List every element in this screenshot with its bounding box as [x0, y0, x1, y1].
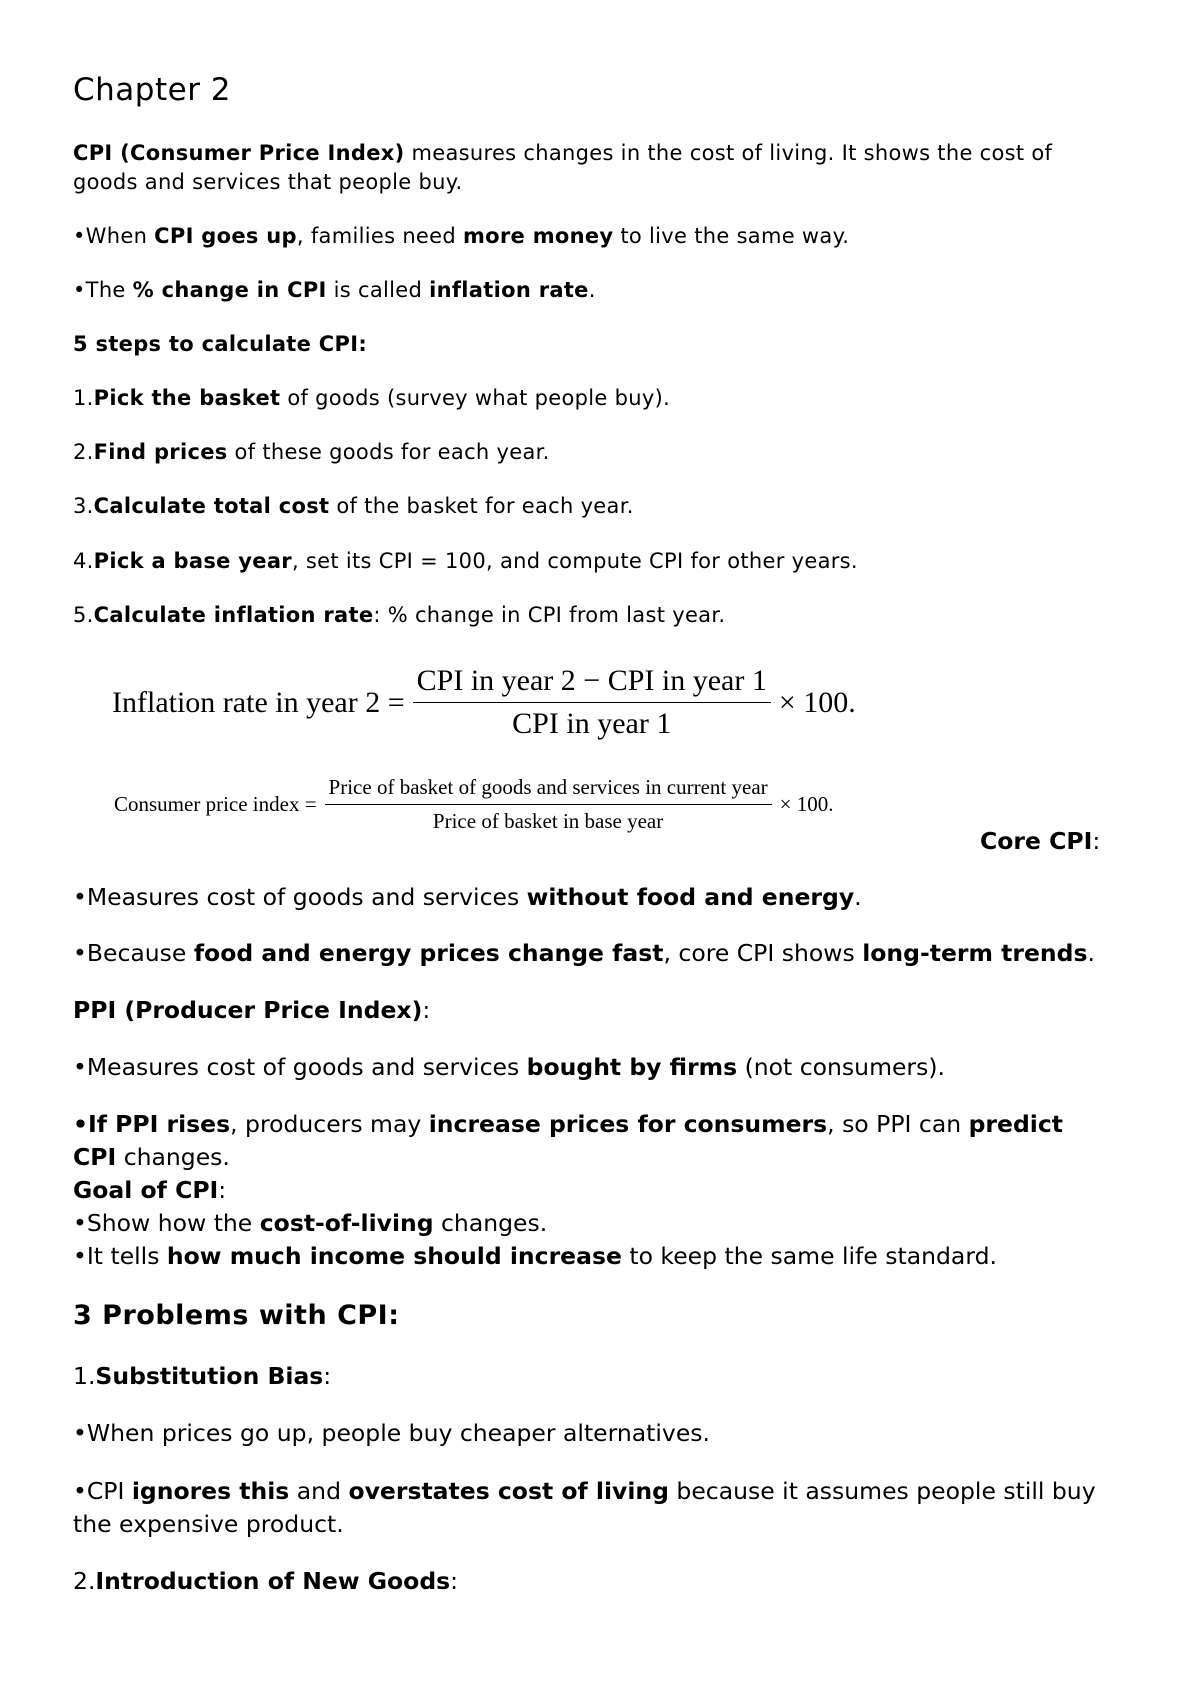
- bullet-text: , so PPI can: [827, 1110, 969, 1138]
- bullet-text: •Because: [73, 939, 194, 967]
- ppi-heading-text: PPI (Producer Price Index): [73, 996, 423, 1024]
- bullet-text: , core CPI shows: [663, 939, 863, 967]
- bullet-bold: more money: [462, 224, 614, 248]
- step-item: [73, 603, 725, 627]
- step-item: [73, 386, 670, 410]
- problem-title: Introduction of New Goods: [95, 1567, 451, 1595]
- bullet-text: is called: [326, 278, 430, 302]
- bullet-text: .: [854, 883, 862, 911]
- step-rest: of these goods for each year.: [227, 440, 550, 464]
- intro-text: measures changes in the cost of living. It shows the cost of: [404, 141, 1053, 165]
- step-rest: of goods (survey what people buy).: [280, 386, 671, 410]
- bullet-text: to keep the same life standard.: [621, 1242, 997, 1270]
- formula1-denominator: CPI in year 1: [512, 707, 672, 740]
- step-rest: of the basket for each year.: [329, 494, 634, 518]
- colon: :: [1092, 827, 1101, 855]
- bullet-cpi-up: [73, 224, 849, 248]
- core-cpi-heading: [980, 827, 1100, 855]
- formula1-fraction: [413, 664, 771, 741]
- formula2-lhs: Consumer price index =: [114, 792, 317, 816]
- problem-1-bullet-2-cont: the expensive product.: [73, 1510, 344, 1538]
- step-rest: : % change in CPI from last year.: [373, 603, 726, 627]
- bullet-text: •Measures cost of goods and services: [73, 1053, 527, 1081]
- colon: :: [218, 1176, 227, 1204]
- intro-line-2: goods and services that people buy.: [73, 170, 463, 194]
- formula1-numerator: CPI in year 2 − CPI in year 1: [413, 664, 771, 703]
- steps-heading: [73, 332, 367, 356]
- formula2-denominator: Price of basket in base year: [432, 809, 664, 833]
- problem-2-heading: [73, 1567, 458, 1595]
- bullet-bold: inflation rate: [429, 278, 589, 302]
- ppi-bullet-1: [73, 1053, 945, 1081]
- step-bold: Calculate inflation rate: [93, 603, 374, 627]
- colon: :: [450, 1567, 459, 1595]
- bullet-text: (not consumers).: [737, 1053, 945, 1081]
- goal-bullet-1: [73, 1209, 547, 1237]
- bullet-text: •CPI: [73, 1477, 132, 1505]
- goal-heading-text: Goal of CPI: [73, 1176, 219, 1204]
- bullet-text: •It tells: [73, 1242, 167, 1270]
- step-item: [73, 494, 634, 518]
- inflation-rate-formula: [112, 664, 856, 741]
- step-number: 5.: [73, 603, 94, 627]
- formula2-rhs: × 100.: [779, 792, 834, 816]
- formula2-fraction: [325, 775, 772, 834]
- intro-term: CPI (Consumer Price Index): [73, 141, 405, 165]
- core-cpi-bullet-1: [73, 883, 862, 911]
- step-bold: Pick the basket: [93, 386, 281, 410]
- bullet-text: because it assumes people still buy: [668, 1477, 1096, 1505]
- step-number: 1.: [73, 386, 94, 410]
- step-item: [73, 440, 550, 464]
- problem-number: 1.: [73, 1362, 96, 1390]
- bullet-text: , producers may: [230, 1110, 429, 1138]
- bullet-bold: food and energy prices change fast: [193, 939, 664, 967]
- steps-heading-text: 5 steps to calculate CPI:: [73, 332, 368, 356]
- bullet-bold: CPI goes up: [154, 224, 297, 248]
- bullet-bold: CPI: [73, 1143, 117, 1171]
- formula2-numerator: Price of basket of goods and services in current year: [325, 775, 772, 805]
- bullet-bold: cost-of-living: [259, 1209, 434, 1237]
- bullet-text: •Measures cost of goods and services: [73, 883, 527, 911]
- bullet-bold: % change in CPI: [132, 278, 327, 302]
- problems-heading: 3 Problems with CPI:: [73, 1300, 400, 1331]
- step-rest: , set its CPI = 100, and compute CPI for other years.: [291, 549, 858, 573]
- bullet-text: and: [289, 1477, 349, 1505]
- page-title: Chapter 2: [73, 72, 232, 108]
- bullet-text: .: [1087, 939, 1095, 967]
- colon: :: [422, 996, 431, 1024]
- problem-1-heading: [73, 1362, 331, 1390]
- bullet-text: to live the same way.: [613, 224, 850, 248]
- formula1-rhs: × 100.: [778, 685, 856, 719]
- core-cpi-heading-text: Core CPI: [980, 827, 1093, 855]
- step-bold: Calculate total cost: [93, 494, 330, 518]
- formula1-lhs: Inflation rate in year 2 =: [112, 685, 405, 719]
- cpi-formula: [114, 775, 833, 834]
- bullet-bold: predict: [968, 1110, 1063, 1138]
- core-cpi-bullet-2: [73, 939, 1095, 967]
- bullet-bold: how much income should increase: [166, 1242, 622, 1270]
- problem-title: Substitution Bias: [95, 1362, 324, 1390]
- ppi-heading: [73, 996, 430, 1024]
- bullet-bold: bought by firms: [526, 1053, 738, 1081]
- bullet-bold: long-term trends: [862, 939, 1088, 967]
- colon: :: [323, 1362, 332, 1390]
- problem-number: 2.: [73, 1567, 96, 1595]
- goal-heading: [73, 1176, 226, 1204]
- bullet-bold: ignores this: [131, 1477, 290, 1505]
- bullet-inflation: [73, 278, 596, 302]
- problem-1-bullet-1: •When prices go up, people buy cheaper alternatives.: [73, 1419, 710, 1447]
- step-bold: Find prices: [93, 440, 228, 464]
- bullet-text: changes.: [433, 1209, 548, 1237]
- bullet-text: •The: [73, 278, 133, 302]
- bullet-bold: without food and energy: [526, 883, 855, 911]
- bullet-text: , families need: [296, 224, 463, 248]
- goal-bullet-2: [73, 1242, 997, 1270]
- bullet-bold: increase prices for consumers: [428, 1110, 828, 1138]
- step-item: [73, 549, 858, 573]
- bullet-text: .: [588, 278, 596, 302]
- problem-1-bullet-2: [73, 1477, 1096, 1505]
- ppi-bullet-2-cont: [73, 1143, 230, 1171]
- step-number: 3.: [73, 494, 94, 518]
- bullet-bold: overstates cost of living: [348, 1477, 669, 1505]
- intro-line-1: [73, 141, 1052, 165]
- bullet-text: •Show how the: [73, 1209, 260, 1237]
- step-number: 4.: [73, 549, 94, 573]
- step-number: 2.: [73, 440, 94, 464]
- step-bold: Pick a base year: [93, 549, 292, 573]
- bullet-text: changes.: [116, 1143, 230, 1171]
- bullet-text: •When: [73, 224, 155, 248]
- bullet-bold: •If PPI rises: [73, 1110, 231, 1138]
- ppi-bullet-2: [73, 1110, 1063, 1138]
